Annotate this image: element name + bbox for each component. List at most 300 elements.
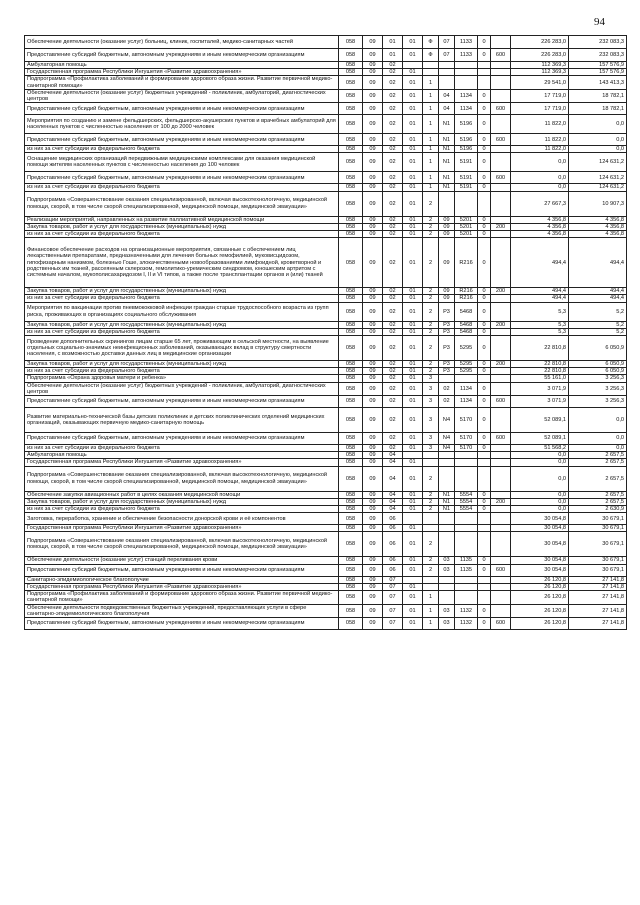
row-subsection: 02 (383, 433, 403, 445)
row-name: Оснащение медицинских организаций передвижными медицинскими комплексами для оказания медицинской помощи жителям населенных пунктов с численностью населения до 100 человек (25, 153, 339, 172)
row-direction: 5170 (455, 445, 478, 452)
row-program: 01 (403, 216, 423, 223)
row-amount-year1: 30 054,8 (511, 513, 569, 525)
row-section: 09 (363, 115, 383, 134)
row-amount-year1: 26 120,8 (511, 591, 569, 604)
row-section: 09 (363, 491, 383, 498)
row-section: 09 (363, 396, 383, 408)
row-expense-type: 200 (491, 498, 511, 505)
row-ved-code: 058 (339, 184, 363, 191)
row-amount-year1: 26 120,8 (511, 617, 569, 629)
row-subprogram: 3 (423, 433, 439, 445)
row-direction: 1133 (455, 36, 478, 49)
row-measure: 04 (439, 103, 455, 115)
row-amount-year1: 4 356,8 (511, 223, 569, 230)
row-measure: N4 (439, 408, 455, 433)
row-name: Обеспечение деятельности (оказание услуг) бюджетных учреждений - поликлиник, амбулаторий, диагностических центров (25, 89, 339, 102)
row-name: из них за счет субсидии из федерального бюджета (25, 368, 339, 375)
table-row (25, 459, 627, 466)
row-section: 09 (363, 445, 383, 452)
table-row (25, 184, 627, 191)
row-direction: 1133 (455, 49, 478, 62)
row-expense-type (491, 76, 511, 89)
row-amount-year1: 26 120,8 (511, 604, 569, 617)
row-subsection: 02 (383, 361, 403, 368)
row-direction (455, 591, 478, 604)
row-budget-type (478, 525, 491, 532)
row-direction (455, 452, 478, 459)
row-measure: 03 (439, 604, 455, 617)
row-section: 09 (363, 321, 383, 328)
row-amount-year1: 26 120,8 (511, 576, 569, 583)
row-ved-code: 058 (339, 89, 363, 102)
row-direction (455, 191, 478, 216)
row-subprogram: 2 (423, 191, 439, 216)
row-section: 09 (363, 36, 383, 49)
row-subsection: 07 (383, 617, 403, 629)
row-name: Подпрограмма «Профилактика заболеваний и формирование здорового образа жизни. Развитие первичной медико-санитарной помощи» (25, 76, 339, 89)
table-row (25, 591, 627, 604)
row-measure (439, 191, 455, 216)
row-subprogram (423, 459, 439, 466)
row-budget-type: 0 (478, 184, 491, 191)
row-subsection: 07 (383, 604, 403, 617)
row-subprogram (423, 576, 439, 583)
row-section: 09 (363, 408, 383, 433)
table-row (25, 103, 627, 115)
row-ved-code: 058 (339, 576, 363, 583)
row-measure: N1 (439, 491, 455, 498)
row-expense-type (491, 466, 511, 491)
row-budget-type: 0 (478, 617, 491, 629)
row-subsection: 04 (383, 452, 403, 459)
row-direction (455, 375, 478, 382)
row-subprogram: 2 (423, 223, 439, 230)
row-direction: 1135 (455, 557, 478, 564)
row-name: Государственная программа Республики Ингушетия «Развитие здравоохранения» (25, 69, 339, 76)
row-subsection: 04 (383, 498, 403, 505)
row-measure: N1 (439, 172, 455, 184)
row-program: 01 (403, 191, 423, 216)
row-measure: N4 (439, 433, 455, 445)
row-name: из них за счет субсидии из федерального бюджета (25, 445, 339, 452)
table-row (25, 223, 627, 230)
row-direction (455, 576, 478, 583)
row-measure: 09 (439, 231, 455, 238)
row-amount-year1: 0,0 (511, 506, 569, 513)
row-expense-type (491, 191, 511, 216)
row-expense-type (491, 115, 511, 134)
table-row (25, 191, 627, 216)
row-amount-year1: 0,0 (511, 184, 569, 191)
row-section: 09 (363, 184, 383, 191)
row-expense-type (491, 513, 511, 525)
row-budget-type: 0 (478, 361, 491, 368)
row-expense-type: 200 (491, 321, 511, 328)
table-row (25, 506, 627, 513)
row-program: 01 (403, 134, 423, 146)
table-row (25, 231, 627, 238)
table-row (25, 557, 627, 564)
row-amount-year2: 0,0 (569, 433, 627, 445)
row-program: 01 (403, 557, 423, 564)
table-row (25, 295, 627, 302)
table-row (25, 382, 627, 395)
row-measure: 04 (439, 89, 455, 102)
row-direction: 5554 (455, 506, 478, 513)
row-amount-year1: 30 054,8 (511, 525, 569, 532)
row-subprogram: 1 (423, 89, 439, 102)
row-name: Развитие материально-технической базы детских поликлиник и детских поликлинических отделений медицинских организаций, оказывающих первичную медико-санитарную помощь (25, 408, 339, 433)
row-subsection: 02 (383, 328, 403, 335)
row-measure (439, 525, 455, 532)
row-subsection: 02 (383, 288, 403, 295)
row-amount-year2: 124 631,2 (569, 184, 627, 191)
row-amount-year1: 4 356,8 (511, 231, 569, 238)
row-expense-type (491, 336, 511, 361)
row-section: 09 (363, 153, 383, 172)
table-row (25, 336, 627, 361)
row-subsection: 06 (383, 557, 403, 564)
row-amount-year1: 11 822,0 (511, 115, 569, 134)
row-ved-code: 058 (339, 408, 363, 433)
row-expense-type (491, 153, 511, 172)
row-subsection: 07 (383, 583, 403, 590)
row-subprogram: 2 (423, 321, 439, 328)
row-subsection: 07 (383, 576, 403, 583)
row-subsection: 02 (383, 103, 403, 115)
row-amount-year2: 27 141,8 (569, 604, 627, 617)
row-subprogram: 2 (423, 564, 439, 576)
row-budget-type: 0 (478, 321, 491, 328)
row-subprogram: 1 (423, 146, 439, 153)
row-subprogram: 2 (423, 532, 439, 557)
row-subprogram: 2 (423, 557, 439, 564)
row-ved-code: 058 (339, 69, 363, 76)
row-ved-code: 058 (339, 368, 363, 375)
row-section: 09 (363, 191, 383, 216)
row-ved-code: 058 (339, 591, 363, 604)
row-name: Мероприятия по вакцинации против пневмококковой инфекции граждан старше трудоспособного возраста из групп риска, проживающих в организациях социального обслуживания (25, 302, 339, 321)
table-row (25, 49, 627, 62)
row-subsection: 02 (383, 69, 403, 76)
row-section: 09 (363, 604, 383, 617)
row-amount-year2: 3 256,3 (569, 375, 627, 382)
row-budget-type: 0 (478, 498, 491, 505)
row-amount-year2: 30 679,1 (569, 557, 627, 564)
table-row (25, 89, 627, 102)
row-subprogram (423, 69, 439, 76)
row-budget-type (478, 459, 491, 466)
table-row (25, 491, 627, 498)
row-subsection: 02 (383, 408, 403, 433)
row-measure: 09 (439, 216, 455, 223)
row-direction: 5191 (455, 184, 478, 191)
row-direction: 5196 (455, 115, 478, 134)
row-direction (455, 525, 478, 532)
row-program: 01 (403, 583, 423, 590)
row-subprogram: 2 (423, 216, 439, 223)
row-amount-year2: 0,0 (569, 408, 627, 433)
row-section: 09 (363, 498, 383, 505)
row-name: Государственная программа Республики Ингушетия «Развитие здравоохранения» (25, 459, 339, 466)
row-direction: 1132 (455, 617, 478, 629)
table-row (25, 153, 627, 172)
row-section: 09 (363, 62, 383, 69)
row-program: 01 (403, 153, 423, 172)
table-row (25, 532, 627, 557)
row-amount-year1: 0,0 (511, 459, 569, 466)
row-amount-year2: 6 050,9 (569, 368, 627, 375)
row-budget-type: 0 (478, 146, 491, 153)
row-direction (455, 583, 478, 590)
row-section: 09 (363, 513, 383, 525)
row-subsection: 02 (383, 375, 403, 382)
row-budget-type: 0 (478, 49, 491, 62)
row-expense-type: 600 (491, 49, 511, 62)
row-program (403, 513, 423, 525)
row-amount-year2: 0,0 (569, 146, 627, 153)
row-direction: 5170 (455, 433, 478, 445)
row-measure: P3 (439, 328, 455, 335)
row-subsection: 02 (383, 153, 403, 172)
row-ved-code: 058 (339, 532, 363, 557)
row-name: Проведение дополнительных скринингов лицам старше 65 лет, проживающим в сельской местности, на выявление отдельных социально-значимых неинфекционных заболеваний, оказывающих вклад в структуру смертности населения, с возможностью доставки данных лиц в медицинские организации (25, 336, 339, 361)
row-subsection: 02 (383, 396, 403, 408)
row-program: 01 (403, 115, 423, 134)
row-amount-year1: 226 283,0 (511, 49, 569, 62)
row-ved-code: 058 (339, 36, 363, 49)
table-row (25, 134, 627, 146)
row-name: Предоставление субсидий бюджетным, автономным учреждениям и иным некоммерческим организациям (25, 433, 339, 445)
row-expense-type (491, 382, 511, 395)
row-expense-type (491, 216, 511, 223)
row-subprogram: 2 (423, 336, 439, 361)
row-subprogram: 1 (423, 153, 439, 172)
row-amount-year1: 226 283,0 (511, 36, 569, 49)
row-amount-year2: 124 631,2 (569, 153, 627, 172)
row-section: 09 (363, 532, 383, 557)
row-amount-year1: 494,4 (511, 288, 569, 295)
row-expense-type (491, 368, 511, 375)
row-direction: 5201 (455, 231, 478, 238)
row-budget-type: 0 (478, 396, 491, 408)
row-name: Обеспечение деятельности (оказание услуг) больниц, клиник, госпиталей, медико-санитарных частей (25, 36, 339, 49)
row-measure: 03 (439, 557, 455, 564)
row-subprogram (423, 583, 439, 590)
table-row (25, 115, 627, 134)
row-section: 09 (363, 583, 383, 590)
row-program: 01 (403, 336, 423, 361)
row-name: Обеспечение закупки авиационных работ в целях оказания медицинской помощи (25, 491, 339, 498)
table-row (25, 36, 627, 49)
row-subsection: 02 (383, 216, 403, 223)
row-expense-type: 200 (491, 223, 511, 230)
row-amount-year2: 30 679,1 (569, 513, 627, 525)
row-measure: P3 (439, 368, 455, 375)
row-direction: 5201 (455, 223, 478, 230)
row-expense-type: 600 (491, 433, 511, 445)
row-direction: 1134 (455, 396, 478, 408)
row-program: 01 (403, 466, 423, 491)
row-budget-type: 0 (478, 103, 491, 115)
row-subprogram: 1 (423, 604, 439, 617)
row-section: 09 (363, 506, 383, 513)
row-name: Предоставление субсидий бюджетным, автономным учреждениям и иным некоммерческим организациям (25, 396, 339, 408)
row-amount-year1: 494,4 (511, 238, 569, 288)
row-ved-code: 058 (339, 466, 363, 491)
row-amount-year1: 30 054,8 (511, 557, 569, 564)
row-budget-type: 0 (478, 408, 491, 433)
row-subsection: 06 (383, 513, 403, 525)
row-section: 09 (363, 146, 383, 153)
row-program (403, 452, 423, 459)
row-expense-type: 600 (491, 103, 511, 115)
row-measure: N1 (439, 498, 455, 505)
row-amount-year1: 52 089,1 (511, 433, 569, 445)
row-budget-type (478, 375, 491, 382)
row-measure: N1 (439, 134, 455, 146)
row-amount-year2: 30 679,1 (569, 532, 627, 557)
row-subsection: 02 (383, 146, 403, 153)
row-budget-type: 0 (478, 336, 491, 361)
row-section: 09 (363, 576, 383, 583)
table-row (25, 172, 627, 184)
row-direction: R216 (455, 238, 478, 288)
row-subsection: 02 (383, 231, 403, 238)
row-subprogram: Ф (423, 36, 439, 49)
row-measure (439, 459, 455, 466)
row-amount-year2: 2 657,5 (569, 466, 627, 491)
row-program: 01 (403, 238, 423, 288)
row-subsection: 02 (383, 134, 403, 146)
row-expense-type (491, 328, 511, 335)
row-measure: P3 (439, 336, 455, 361)
row-amount-year2: 18 782,1 (569, 89, 627, 102)
row-name: Предоставление субсидий бюджетным, автономным учреждениям и иным некоммерческим организациям (25, 172, 339, 184)
row-direction: 5468 (455, 321, 478, 328)
row-direction: 5191 (455, 153, 478, 172)
row-expense-type (491, 591, 511, 604)
row-expense-type (491, 576, 511, 583)
row-program: 01 (403, 69, 423, 76)
table-row (25, 288, 627, 295)
row-name: Предоставление субсидий бюджетным, автономным учреждениям и иным некоммерческим организациям (25, 564, 339, 576)
row-direction: 5196 (455, 146, 478, 153)
row-amount-year2: 232 083,3 (569, 49, 627, 62)
row-subsection: 02 (383, 382, 403, 395)
row-amount-year2: 5,2 (569, 328, 627, 335)
table-row (25, 604, 627, 617)
row-ved-code: 058 (339, 506, 363, 513)
table-body (25, 36, 627, 630)
row-subprogram: 2 (423, 238, 439, 288)
row-subsection: 01 (383, 36, 403, 49)
row-measure (439, 375, 455, 382)
row-subsection: 02 (383, 295, 403, 302)
row-expense-type (491, 375, 511, 382)
row-subprogram: 2 (423, 295, 439, 302)
row-ved-code: 058 (339, 361, 363, 368)
row-amount-year1: 494,4 (511, 295, 569, 302)
row-amount-year2: 232 083,3 (569, 36, 627, 49)
row-amount-year2: 27 141,8 (569, 583, 627, 590)
row-measure: N1 (439, 153, 455, 172)
row-expense-type: 200 (491, 361, 511, 368)
row-direction (455, 513, 478, 525)
row-amount-year2: 157 576,9 (569, 62, 627, 69)
row-ved-code: 058 (339, 134, 363, 146)
row-name: Закупка товаров, работ и услуг для государственных (муниципальных) нужд (25, 321, 339, 328)
row-measure: 02 (439, 396, 455, 408)
row-expense-type (491, 445, 511, 452)
row-expense-type (491, 452, 511, 459)
row-program (403, 576, 423, 583)
row-direction: R216 (455, 288, 478, 295)
row-direction: 5468 (455, 302, 478, 321)
row-amount-year1: 52 089,1 (511, 408, 569, 433)
row-subprogram: 1 (423, 115, 439, 134)
row-ved-code: 058 (339, 238, 363, 288)
row-amount-year1: 22 810,8 (511, 336, 569, 361)
row-measure (439, 513, 455, 525)
row-section: 09 (363, 223, 383, 230)
row-amount-year2: 3 256,3 (569, 396, 627, 408)
row-expense-type (491, 583, 511, 590)
row-subsection: 02 (383, 336, 403, 361)
row-measure: 09 (439, 223, 455, 230)
row-amount-year2: 5,2 (569, 302, 627, 321)
row-section: 09 (363, 336, 383, 361)
row-budget-type (478, 583, 491, 590)
row-name: Предоставление субсидий бюджетным, автономным учреждениям и иным некоммерческим организациям (25, 134, 339, 146)
row-subsection: 02 (383, 223, 403, 230)
row-program: 01 (403, 231, 423, 238)
row-ved-code: 058 (339, 103, 363, 115)
row-amount-year2: 124 631,2 (569, 172, 627, 184)
table-row (25, 146, 627, 153)
row-name: Закупка товаров, работ и услуг для государственных (муниципальных) нужд (25, 288, 339, 295)
row-section: 09 (363, 433, 383, 445)
row-expense-type (491, 69, 511, 76)
row-amount-year1: 3 071,9 (511, 382, 569, 395)
row-subprogram: 1 (423, 134, 439, 146)
row-name: Обеспечение деятельности (оказание услуг) станций переливания крови (25, 557, 339, 564)
row-direction (455, 69, 478, 76)
row-amount-year1: 22 810,8 (511, 361, 569, 368)
row-subsection: 02 (383, 89, 403, 102)
row-expense-type (491, 36, 511, 49)
row-direction: 5170 (455, 408, 478, 433)
row-subsection: 02 (383, 172, 403, 184)
row-measure (439, 583, 455, 590)
row-measure (439, 76, 455, 89)
table-row (25, 583, 627, 590)
row-name: Реализации мероприятий, направленных на развитие паллиативной медицинской помощи (25, 216, 339, 223)
row-name: Подпрограмма «Профилактика заболеваний и формирование здорового образа жизни. Развитие первичной медико-санитарной помощи» (25, 591, 339, 604)
row-section: 09 (363, 617, 383, 629)
row-program: 01 (403, 89, 423, 102)
row-amount-year2: 6 050,9 (569, 336, 627, 361)
row-budget-type: 0 (478, 153, 491, 172)
row-measure: P3 (439, 361, 455, 368)
row-amount-year1: 0,0 (511, 498, 569, 505)
row-budget-type: 0 (478, 491, 491, 498)
row-ved-code: 058 (339, 445, 363, 452)
row-section: 09 (363, 134, 383, 146)
table-row (25, 69, 627, 76)
row-amount-year2: 27 141,8 (569, 576, 627, 583)
